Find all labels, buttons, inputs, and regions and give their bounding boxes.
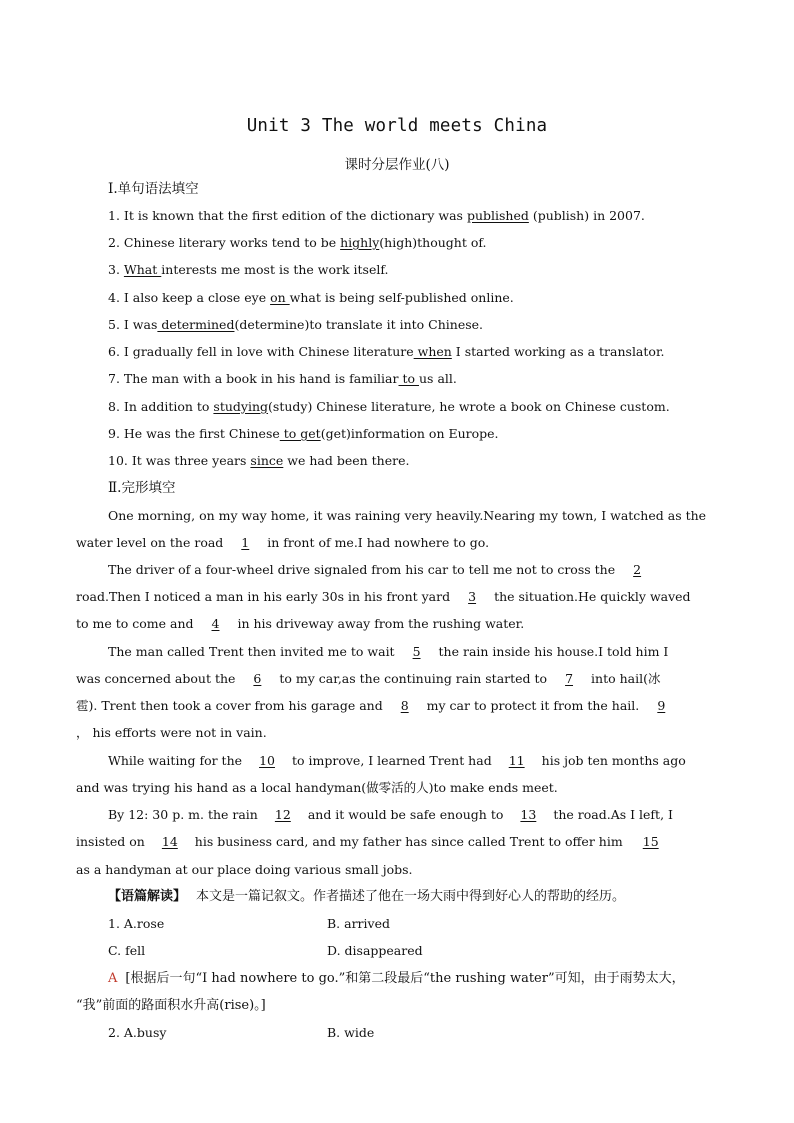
blank-15: 15	[642, 834, 659, 849]
grammar-item-4: 4. I also keep a close eye on what is being self-published online.	[108, 290, 514, 305]
grammar-item-10: 10. It was three years since we had been there.	[108, 453, 410, 468]
option-2a: 2. A.busy	[108, 1025, 167, 1040]
blank-13: 13	[520, 807, 537, 822]
passage-line: insisted on 14 his business card, and my father has since called Trent to offer him 15	[76, 834, 659, 849]
answer-key: A	[108, 971, 118, 986]
blank-3: 3	[468, 589, 477, 604]
blank-14: 14	[161, 834, 178, 849]
grammar-item-2: 2. Chinese literary works tend to be highly(high)thought of.	[108, 235, 487, 250]
passage-line: as a handyman at our place doing various small jobs.	[76, 862, 413, 877]
answer: published	[466, 208, 529, 223]
passage-line: By 12: 30 p. m. the rain 12 and it would be safe enough to 13 the road.As I left, I	[108, 807, 673, 822]
option-1d: D. disappeared	[327, 943, 423, 958]
passage-line: road.Then I noticed a man in his early 30s in his front yard 3 the situation.He quickly waved	[76, 589, 691, 604]
passage-line: While waiting for the 10 to improve, I learned Trent had 11 his job ten months ago	[108, 753, 686, 768]
grammar-item-7: 7. The man with a book in his hand is familiar to us all.	[108, 371, 457, 386]
answer: since	[250, 453, 284, 468]
passage-line: ， his efforts were not in vain.	[76, 725, 267, 740]
grammar-item-5: 5. I was determined(determine)to translate it into Chinese.	[108, 317, 484, 332]
option-1a: 1. A.rose	[108, 916, 165, 931]
passage-line: One morning, on my way home, it was raining very heavily.Nearing my town, I watched as the	[108, 508, 707, 523]
blank-2: 2	[633, 562, 642, 577]
grammar-item-6: 6. I gradually fell in love with Chinese literature when I started working as a translator.	[108, 344, 665, 359]
grammar-item-3: 3. What interests me most is the work itself.	[108, 262, 389, 277]
analysis-text: 本文是一篇记叙文。作者描述了他在一场大雨中得到好心人的帮助的经历。	[196, 889, 626, 904]
blank-10: 10	[259, 753, 275, 768]
option-1b: B. arrived	[327, 916, 390, 931]
blank-12: 12	[274, 807, 291, 822]
explanation-1: A [根据后一句“I had nowhere to go.”和第二段最后“the rushing water”可知，由于雨势太大，	[108, 971, 685, 986]
blank-6: 6	[253, 671, 262, 686]
page-subtitle: 课时分层作业(八)	[344, 157, 450, 173]
answer: determined	[157, 317, 235, 332]
page-title: Unit 3 The world meets China	[246, 116, 548, 136]
passage-line: to me to come and 4 in his driveway away from the rushing water.	[76, 616, 525, 631]
analysis-label: 【语篇解读】	[108, 889, 187, 904]
passage-line: water level on the road 1 in front of me.I had nowhere to go.	[76, 535, 490, 550]
blank-4: 4	[211, 616, 220, 631]
answer: to	[398, 371, 419, 386]
passage-line: and was trying his hand as a local handyman(做零活的人)to make ends meet.	[76, 780, 558, 795]
section2-heading: Ⅱ.完形填空	[108, 480, 176, 496]
blank-1: 1	[241, 535, 250, 550]
explanation-1-cont: “我”前面的路面积水升高(rise)。]	[76, 998, 266, 1013]
grammar-item-1: 1. It is known that the first edition of the dictionary was published (publish) in 2007.	[108, 208, 645, 223]
passage-line: The man called Trent then invited me to wait 5 the rain inside his house.I told him I	[108, 644, 669, 659]
grammar-item-9: 9. He was the first Chinese to get(get)information on Europe.	[108, 426, 499, 441]
answer: studying	[213, 399, 269, 414]
answer: What	[123, 262, 162, 277]
option-1c: C. fell	[108, 943, 146, 958]
passage-analysis	[108, 888, 625, 906]
blank-9: 9	[657, 698, 666, 713]
passage-line: 雹). Trent then took a cover from his garage and 8 my car to protect it from the hail. 9	[76, 698, 666, 713]
answer: to get	[279, 426, 321, 441]
blank-7: 7	[565, 671, 574, 686]
answer: highly	[340, 235, 380, 250]
blank-8: 8	[400, 698, 409, 713]
passage-line: The driver of a four-wheel drive signaled from his car to tell me not to cross the 2	[108, 562, 642, 577]
grammar-item-8: 8. In addition to studying(study) Chinese literature, he wrote a book on Chinese custom.	[108, 399, 670, 414]
answer: when	[413, 344, 452, 359]
option-2b: B. wide	[327, 1025, 375, 1040]
blank-11: 11	[508, 753, 525, 768]
passage-line: was concerned about the 6 to my car,as the continuing rain started to 7 into hail(冰	[76, 671, 661, 686]
blank-5: 5	[412, 644, 421, 659]
section1-heading: Ⅰ.单句语法填空	[108, 181, 199, 197]
answer: on	[270, 290, 290, 305]
